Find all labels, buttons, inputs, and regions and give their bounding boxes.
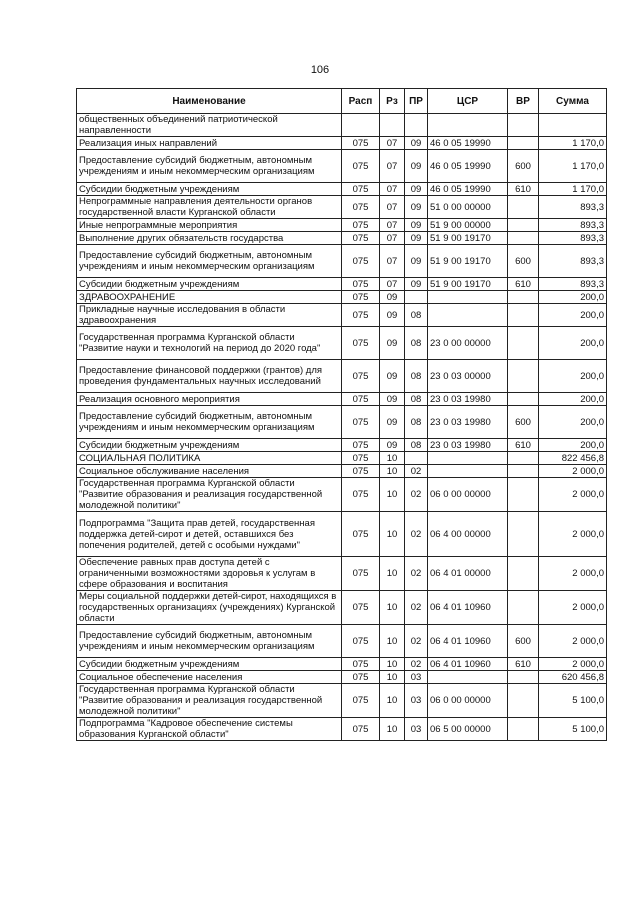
header-name: Наименование	[77, 89, 342, 114]
table-cell-vr: 600	[508, 625, 539, 658]
table-cell-csr: 06 0 00 00000	[428, 684, 508, 718]
table-row	[77, 245, 607, 278]
table-cell-csr: 51 9 00 19170	[428, 278, 508, 291]
table-cell-pr: 09	[405, 196, 428, 219]
table-cell-sum: 200,0	[539, 406, 607, 439]
table-cell-rz: 09	[380, 304, 405, 327]
table-cell-sum: 822 456,8	[539, 452, 607, 465]
table-cell-rasp: 075	[342, 465, 380, 478]
table-cell-name: Подпрограмма "Защита прав детей, государственная поддержка детей-сирот и детей, оставшихся без попечения родителей, детей с особыми нуждами"	[77, 512, 342, 557]
table-cell-pr: 02	[405, 465, 428, 478]
table-cell-rasp: 075	[342, 291, 380, 304]
table-cell-name: ЗДРАВООХРАНЕНИЕ	[77, 291, 342, 304]
table-cell-sum: 2 000,0	[539, 625, 607, 658]
table-cell-pr: 08	[405, 360, 428, 393]
table-cell-name: Подпрограмма "Кадровое обеспечение системы образования Курганской области"	[77, 718, 342, 741]
table-row	[77, 183, 607, 196]
table-cell-rz: 07	[380, 232, 405, 245]
table-cell-vr	[508, 291, 539, 304]
table-cell-pr: 09	[405, 150, 428, 183]
table-row	[77, 478, 607, 512]
table-cell-sum: 200,0	[539, 439, 607, 452]
table-cell-vr	[508, 452, 539, 465]
table-cell-rz	[380, 114, 405, 137]
table-cell-pr: 03	[405, 671, 428, 684]
header-sum: Сумма	[539, 89, 607, 114]
table-cell-name: Государственная программа Курганской области "Развитие образования и реализация государственной молодежной политики"	[77, 478, 342, 512]
table-cell-sum: 2 000,0	[539, 465, 607, 478]
table-cell-sum: 2 000,0	[539, 512, 607, 557]
table-cell-csr: 06 0 00 00000	[428, 478, 508, 512]
table-cell-vr	[508, 393, 539, 406]
table-cell-rz: 09	[380, 439, 405, 452]
table-cell-sum: 200,0	[539, 327, 607, 360]
table-cell-name: Социальное обслуживание населения	[77, 465, 342, 478]
table-body	[77, 114, 607, 741]
table-cell-rz: 09	[380, 393, 405, 406]
table-cell-pr: 09	[405, 219, 428, 232]
table-cell-sum: 2 000,0	[539, 478, 607, 512]
table-cell-rasp: 075	[342, 718, 380, 741]
table-cell-pr: 03	[405, 718, 428, 741]
table-cell-csr: 23 0 03 00000	[428, 360, 508, 393]
table-cell-pr: 08	[405, 304, 428, 327]
table-cell-vr	[508, 137, 539, 150]
table-cell-pr: 08	[405, 406, 428, 439]
table-cell-pr: 09	[405, 278, 428, 291]
table-cell-vr: 610	[508, 439, 539, 452]
table-cell-csr: 46 0 05 19990	[428, 137, 508, 150]
page-number: 106	[310, 64, 330, 76]
table-cell-name: Субсидии бюджетным учреждениям	[77, 183, 342, 196]
table-cell-rz: 10	[380, 465, 405, 478]
table-row	[77, 196, 607, 219]
table-cell-pr	[405, 452, 428, 465]
table-cell-vr	[508, 327, 539, 360]
table-cell-pr: 02	[405, 591, 428, 625]
table-cell-sum: 200,0	[539, 291, 607, 304]
table-cell-rz: 10	[380, 718, 405, 741]
table-cell-name: Государственная программа Курганской области "Развитие образования и реализация государственной молодежной политики"	[77, 684, 342, 718]
table-cell-rz: 07	[380, 245, 405, 278]
table-cell-pr: 09	[405, 137, 428, 150]
table-cell-sum: 893,3	[539, 196, 607, 219]
table-cell-vr	[508, 671, 539, 684]
table-cell-sum: 1 170,0	[539, 150, 607, 183]
table-cell-pr: 08	[405, 327, 428, 360]
table-cell-vr	[508, 304, 539, 327]
table-cell-rasp: 075	[342, 439, 380, 452]
table-row	[77, 150, 607, 183]
table-cell-rz: 07	[380, 150, 405, 183]
table-cell-csr: 51 9 00 19170	[428, 245, 508, 278]
table-cell-rasp: 075	[342, 452, 380, 465]
table-cell-rz: 10	[380, 591, 405, 625]
table-cell-csr	[428, 291, 508, 304]
table-cell-rasp: 075	[342, 278, 380, 291]
table-cell-sum: 620 456,8	[539, 671, 607, 684]
table-cell-name: Субсидии бюджетным учреждениям	[77, 439, 342, 452]
table-cell-sum: 893,3	[539, 232, 607, 245]
table-cell-vr	[508, 718, 539, 741]
table-row	[77, 557, 607, 591]
header-vr: ВР	[508, 89, 539, 114]
table-cell-rz: 07	[380, 196, 405, 219]
table-cell-vr: 600	[508, 406, 539, 439]
table-cell-vr	[508, 478, 539, 512]
table-cell-vr	[508, 114, 539, 137]
table-cell-vr: 610	[508, 183, 539, 196]
table-cell-rasp: 075	[342, 393, 380, 406]
table-row	[77, 278, 607, 291]
table-cell-rasp: 075	[342, 327, 380, 360]
table-cell-csr: 06 4 01 10960	[428, 658, 508, 671]
header-rasp: Расп	[342, 89, 380, 114]
table-cell-rz: 07	[380, 137, 405, 150]
table-cell-csr: 46 0 05 19990	[428, 183, 508, 196]
table-cell-rz: 10	[380, 625, 405, 658]
table-cell-vr	[508, 360, 539, 393]
table-cell-sum: 1 170,0	[539, 137, 607, 150]
table-cell-csr: 06 4 01 10960	[428, 591, 508, 625]
table-header-row	[77, 89, 607, 114]
table-cell-rz: 07	[380, 183, 405, 196]
table-cell-name: Предоставление субсидий бюджетным, автономным учреждениям и иным некоммерческим организациям	[77, 625, 342, 658]
table-cell-pr: 09	[405, 245, 428, 278]
table-cell-sum: 200,0	[539, 360, 607, 393]
table-row	[77, 465, 607, 478]
table-cell-rz: 10	[380, 671, 405, 684]
table-cell-csr: 23 0 03 19980	[428, 406, 508, 439]
table-cell-rz: 07	[380, 278, 405, 291]
table-cell-name: Иные непрограммные мероприятия	[77, 219, 342, 232]
table-cell-sum: 2 000,0	[539, 658, 607, 671]
table-cell-rz: 09	[380, 291, 405, 304]
table-cell-rasp: 075	[342, 406, 380, 439]
table-cell-name: Обеспечение равных прав доступа детей с ограниченными возможностями здоровья к услугам в сфере образования и воспитания	[77, 557, 342, 591]
table-cell-sum: 893,3	[539, 278, 607, 291]
table-cell-pr: 02	[405, 557, 428, 591]
table-cell-sum: 2 000,0	[539, 591, 607, 625]
table-cell-vr: 600	[508, 150, 539, 183]
table-cell-csr	[428, 304, 508, 327]
table-cell-sum: 893,3	[539, 219, 607, 232]
table-cell-rz: 10	[380, 512, 405, 557]
table-row	[77, 591, 607, 625]
table-row	[77, 625, 607, 658]
table-row	[77, 327, 607, 360]
table-cell-name: Предоставление субсидий бюджетным, автономным учреждениям и иным некоммерческим организациям	[77, 245, 342, 278]
table-row	[77, 406, 607, 439]
table-cell-rz: 10	[380, 452, 405, 465]
header-csr: ЦСР	[428, 89, 508, 114]
table-cell-rasp: 075	[342, 658, 380, 671]
table-cell-pr: 03	[405, 684, 428, 718]
table-cell-rasp: 075	[342, 478, 380, 512]
table-row	[77, 393, 607, 406]
table-cell-rasp: 075	[342, 245, 380, 278]
table-row	[77, 137, 607, 150]
table-row	[77, 671, 607, 684]
table-cell-name: Социальное обеспечение населения	[77, 671, 342, 684]
table-cell-sum	[539, 114, 607, 137]
table-cell-vr: 610	[508, 658, 539, 671]
table-cell-name: Государственная программа Курганской области "Развитие науки и технологий на период до 2020 года"	[77, 327, 342, 360]
table-cell-name: Прикладные научные исследования в области здравоохранения	[77, 304, 342, 327]
header-rz: Рз	[380, 89, 405, 114]
table-cell-sum: 200,0	[539, 304, 607, 327]
table-row	[77, 684, 607, 718]
table-row	[77, 439, 607, 452]
table-cell-pr: 02	[405, 658, 428, 671]
table-cell-rz: 09	[380, 360, 405, 393]
table-cell-vr	[508, 557, 539, 591]
table-cell-pr: 02	[405, 478, 428, 512]
table-cell-csr: 51 9 00 00000	[428, 219, 508, 232]
table-cell-rasp: 075	[342, 684, 380, 718]
table-cell-vr: 600	[508, 245, 539, 278]
table-cell-name: Меры социальной поддержки детей-сирот, находящихся в государственных организациях (учреждениях) Курганской области	[77, 591, 342, 625]
table-cell-pr: 09	[405, 232, 428, 245]
table-cell-csr: 06 5 00 00000	[428, 718, 508, 741]
table-cell-rasp: 075	[342, 304, 380, 327]
table-cell-rz: 10	[380, 557, 405, 591]
table-cell-rasp: 075	[342, 625, 380, 658]
table-cell-sum: 1 170,0	[539, 183, 607, 196]
table-cell-csr: 46 0 05 19990	[428, 150, 508, 183]
table-cell-sum: 5 100,0	[539, 684, 607, 718]
table-cell-rasp: 075	[342, 150, 380, 183]
table-cell-csr: 51 9 00 19170	[428, 232, 508, 245]
table-cell-csr: 23 0 03 19980	[428, 393, 508, 406]
table-cell-rasp: 075	[342, 557, 380, 591]
table-cell-sum: 893,3	[539, 245, 607, 278]
table-cell-rasp: 075	[342, 591, 380, 625]
table-row	[77, 304, 607, 327]
table-cell-rasp	[342, 114, 380, 137]
table-cell-rz: 09	[380, 406, 405, 439]
table-row	[77, 291, 607, 304]
table-cell-csr: 23 0 03 19980	[428, 439, 508, 452]
table-cell-vr	[508, 591, 539, 625]
table-cell-name: Предоставление субсидий бюджетным, автономным учреждениям и иным некоммерческим организациям	[77, 406, 342, 439]
table-cell-name: общественных объединений патриотической направленности	[77, 114, 342, 137]
table-cell-rz: 07	[380, 219, 405, 232]
table-cell-rasp: 075	[342, 512, 380, 557]
table-cell-sum: 200,0	[539, 393, 607, 406]
table-cell-name: Субсидии бюджетным учреждениям	[77, 278, 342, 291]
table-cell-name: Выполнение других обязательств государства	[77, 232, 342, 245]
table-row	[77, 360, 607, 393]
table-cell-pr: 09	[405, 183, 428, 196]
table-cell-name: Реализация основного мероприятия	[77, 393, 342, 406]
table-row	[77, 658, 607, 671]
table-cell-sum: 5 100,0	[539, 718, 607, 741]
table-cell-vr	[508, 196, 539, 219]
table-cell-name: СОЦИАЛЬНАЯ ПОЛИТИКА	[77, 452, 342, 465]
table-cell-vr: 610	[508, 278, 539, 291]
table-cell-pr: 02	[405, 625, 428, 658]
table-cell-pr: 08	[405, 393, 428, 406]
table-row	[77, 452, 607, 465]
table-cell-rasp: 075	[342, 196, 380, 219]
table-cell-csr: 06 4 01 10960	[428, 625, 508, 658]
table-cell-csr	[428, 671, 508, 684]
table-cell-name: Предоставление субсидий бюджетным, автономным учреждениям и иным некоммерческим организациям	[77, 150, 342, 183]
table-row	[77, 718, 607, 741]
table-cell-rz: 10	[380, 658, 405, 671]
table-cell-pr	[405, 291, 428, 304]
table-cell-pr	[405, 114, 428, 137]
table-cell-csr	[428, 452, 508, 465]
table-cell-vr	[508, 219, 539, 232]
table-cell-sum: 2 000,0	[539, 557, 607, 591]
table-cell-csr: 06 4 01 00000	[428, 557, 508, 591]
table-cell-vr	[508, 512, 539, 557]
table-cell-rz: 10	[380, 478, 405, 512]
table-cell-rasp: 075	[342, 360, 380, 393]
table-row	[77, 219, 607, 232]
table-row	[77, 114, 607, 137]
table-cell-name: Реализация иных направлений	[77, 137, 342, 150]
table-cell-rasp: 075	[342, 232, 380, 245]
table-cell-rasp: 075	[342, 137, 380, 150]
table-cell-vr	[508, 465, 539, 478]
table-row	[77, 232, 607, 245]
table-cell-name: Непрограммные направления деятельности органов государственной власти Курганской области	[77, 196, 342, 219]
table-cell-rasp: 075	[342, 219, 380, 232]
table-row	[77, 512, 607, 557]
budget-table	[76, 88, 607, 741]
table-cell-csr: 06 4 00 00000	[428, 512, 508, 557]
table-cell-vr	[508, 684, 539, 718]
table-cell-csr	[428, 114, 508, 137]
table-cell-rz: 09	[380, 327, 405, 360]
header-pr: ПР	[405, 89, 428, 114]
table-cell-csr: 23 0 00 00000	[428, 327, 508, 360]
table-cell-csr: 51 0 00 00000	[428, 196, 508, 219]
table-cell-name: Субсидии бюджетным учреждениям	[77, 658, 342, 671]
table-cell-pr: 02	[405, 512, 428, 557]
table-cell-rasp: 075	[342, 183, 380, 196]
table-cell-csr	[428, 465, 508, 478]
table-cell-name: Предоставление финансовой поддержки (грантов) для проведения фундаментальных научных исследований	[77, 360, 342, 393]
table-cell-rz: 10	[380, 684, 405, 718]
table-cell-rasp: 075	[342, 671, 380, 684]
table-cell-pr: 08	[405, 439, 428, 452]
table-cell-vr	[508, 232, 539, 245]
